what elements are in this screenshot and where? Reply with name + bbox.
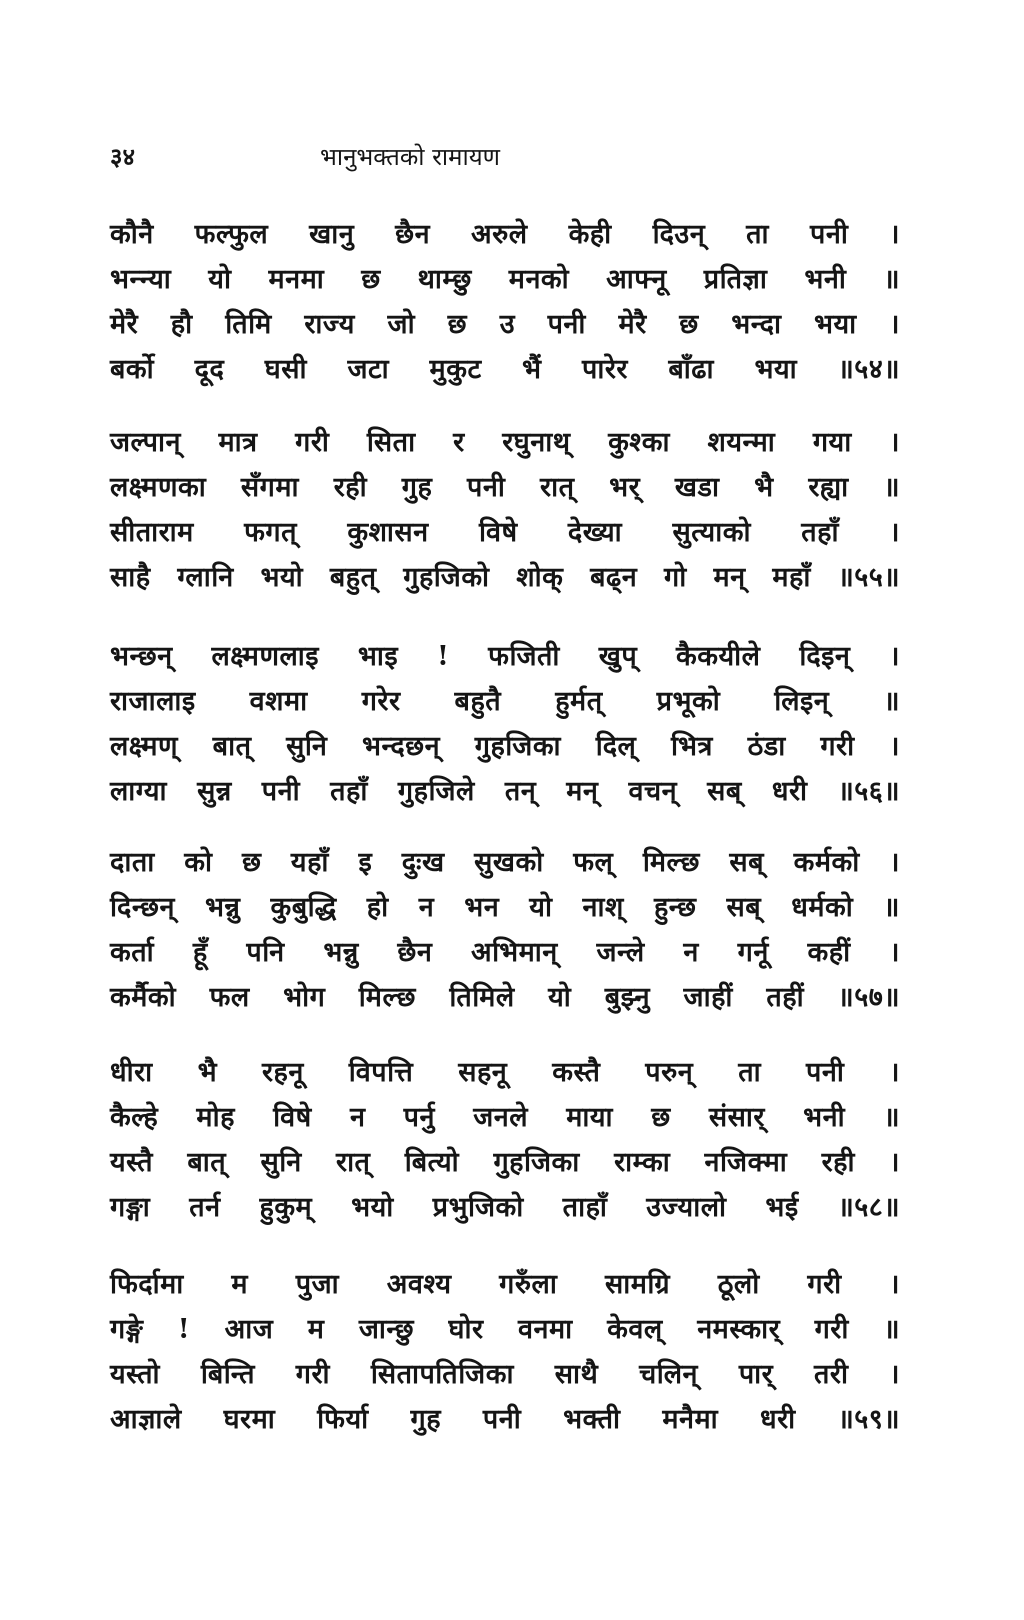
verse-line: दाता को छ यहाँ इ दुःख सुखको फल् मिल्छ सब् कर्मको । (110, 847, 900, 878)
verse-line: लाग्या सुन्न पनी तहाँ गुहजिले तन् मन् वचन् सब् धरी ॥५६॥ (110, 776, 900, 807)
verse-line: बर्को दूद घसी जटा मुकुट भैं पारेर बाँढा भया ॥५४॥ (110, 354, 900, 385)
verse-line: यस्तो बिन्ति गरी सितापतिजिका साथै चलिन् पार् तरी । (110, 1359, 900, 1390)
verse-line: गङ्गा तर्न हुकुम् भयो प्रभुजिको ताहाँ उज्यालो भई ॥५८॥ (110, 1192, 900, 1223)
stanza-58 (110, 1050, 900, 1230)
verse-line: लक्ष्मण् बात् सुनि भन्दछन् गुहजिका दिल् भित्र ठंडा गरी । (110, 731, 900, 762)
verse-line: लक्ष्मणका सँगमा रही गुह पनी रात् भर् खडा भै रह्या ॥ (110, 472, 900, 503)
verse-line: कर्ता हूँ पनि भन्नु छैन अभिमान् जन्ले न गर्नू कहीं । (110, 937, 900, 968)
page-number: ३४ (110, 142, 135, 171)
book-title: भानुभक्तको रामायण (320, 143, 500, 171)
verse-line: सीताराम फगत् कुशासन विषे देख्या सुत्याको तहाँ । (110, 517, 900, 548)
verse-line: आज्ञाले घरमा फिर्या गुह पनी भक्ती मनैमा धरी ॥५९॥ (110, 1404, 900, 1435)
verse-line: दिन्छन् भन्नु कुबुद्धि हो न भन यो नाश् हुन्छ सब् धर्मको ॥ (110, 892, 900, 923)
stanza-55 (110, 420, 900, 600)
verse-line: राजालाइ वशमा गरेर बहुतै हुर्मत् प्रभूको लिइन् ॥ (110, 686, 900, 717)
stanza-59 (110, 1262, 900, 1442)
stanza-54 (110, 212, 900, 392)
verse-line: फिर्दामा म पुजा अवश्य गरुँला सामग्रि ठूलो गरी । (110, 1269, 900, 1300)
verse-line: मेरै हौ तिमि राज्य जो छ उ पनी मेरै छ भन्दा भया । (110, 309, 900, 340)
verse-line: भन्न्या यो मनमा छ थाम्छु मनको आफ्नू प्रतिज्ञा भनी ॥ (110, 264, 900, 295)
verse-line: साहै ग्लानि भयो बहुत् गुहजिको शोक् बढ्न गो मन् महाँ ॥५५॥ (110, 562, 900, 593)
stanza-56 (110, 634, 900, 814)
verse-line: धीरा भै रहनू विपत्ति सहनू कस्तै परुन् ता पनी । (110, 1057, 900, 1088)
verse-line: कर्मैको फल भोग मिल्छ तिमिले यो बुझ्नु जाहीं तहीं ॥५७॥ (110, 982, 900, 1013)
verse-line: यस्तै बात् सुनि रात् बित्यो गुहजिका राम्का नजिक्मा रही । (110, 1147, 900, 1178)
verse-line: कैल्हे मोह विषे न पर्नु जनले माया छ संसार् भनी ॥ (110, 1102, 900, 1133)
verse-line: जल्पान् मात्र गरी सिता र रघुनाथ् कुश्का शयन्मा गया । (110, 427, 900, 458)
verse-line: कौनै फल्फुल खानु छैन अरुले केही दिउन् ता पनी । (110, 219, 900, 250)
verse-line: भन्छन् लक्ष्मणलाइ भाइ ! फजिती खुप् कैकयीले दिइन् । (110, 641, 900, 672)
stanza-57 (110, 840, 900, 1020)
running-head (110, 140, 910, 180)
verse-line: गङ्गे ! आज म जान्छु घोर वनमा केवल् नमस्कार् गरी ॥ (110, 1314, 900, 1345)
